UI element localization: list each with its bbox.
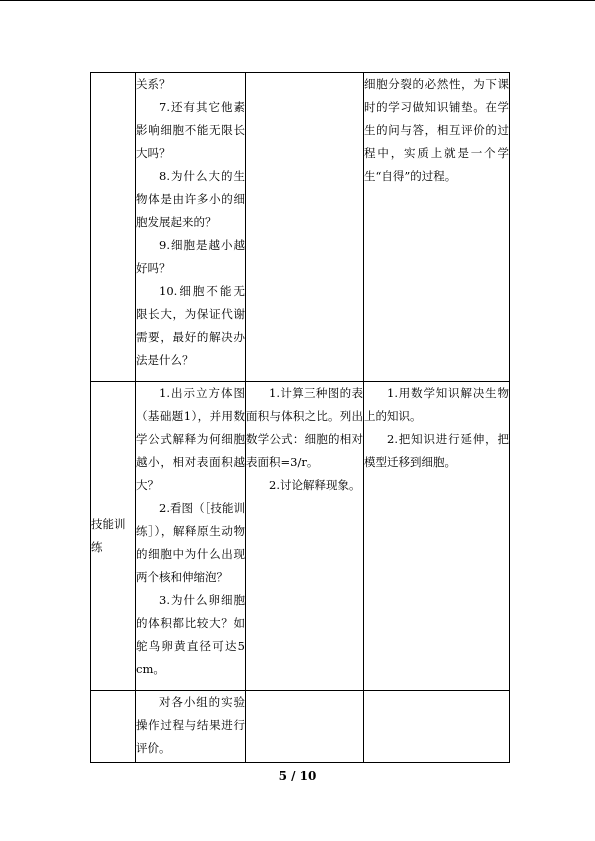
teacher-activity-cell	[136, 73, 246, 382]
design-intent-cell	[364, 73, 510, 382]
paragraph: 关系？	[136, 77, 171, 91]
teacher-activity-cell	[136, 691, 246, 763]
table-row	[91, 691, 510, 763]
stage-label-cell	[91, 691, 136, 763]
table-row	[91, 73, 510, 382]
paragraph: 10.细胞不能无限长大，为保证代谢需要，最好的解决办法是什么？	[136, 284, 245, 367]
lesson-plan-table	[90, 72, 510, 763]
paragraph: 2.看图（［技能训练］），解释原生动物的细胞中为什么出现两个核和伸缩泡？	[136, 501, 245, 584]
table-row	[91, 382, 510, 691]
student-activity-cell	[246, 382, 364, 691]
student-activity-cell	[246, 73, 364, 382]
paragraph: 1.出示立方体图（基础题1），并用数学公式解释为何细胞越小，相对表面积越大？	[136, 386, 245, 492]
stage-label-cell	[91, 73, 136, 382]
paragraph: 2.讨论解释现象。	[269, 478, 361, 492]
paragraph: 细胞分裂的必然性，为下课时的学习做知识铺垫。在学生的问与答，相互评价的过程中，实质上就是一个学生“自得”的过程。	[364, 77, 509, 183]
paragraph: 3.为什么卵细胞的体积都比较大？如鸵鸟卵黄直径可达5 cm。	[136, 593, 245, 676]
paragraph: 1.用数学知识解决生物上的知识。	[364, 386, 509, 423]
header-rule	[0, 0, 595, 1]
paragraph: 对各小组的实验操作过程与结果进行评价。	[136, 695, 245, 755]
paragraph: 1.计算三种图的表面积与体积之比。列出数学公式：细胞的相对表面积=3/r。	[246, 386, 363, 469]
design-intent-cell	[364, 382, 510, 691]
paragraph: 8.为什么大的生物体是由许多小的细胞发展起来的？	[136, 169, 245, 229]
stage-label-cell: 技能训练	[91, 382, 136, 691]
paragraph: 2.把知识进行延伸，把模型迁移到细胞。	[364, 432, 509, 469]
student-activity-cell	[246, 691, 364, 763]
page-number: 5 / 10	[278, 769, 317, 783]
design-intent-cell	[364, 691, 510, 763]
paragraph: 9.细胞是越小越好吗？	[136, 238, 245, 275]
teacher-activity-cell	[136, 382, 246, 691]
paragraph: 7.还有其它他素影响细胞不能无限长大吗？	[136, 100, 245, 160]
